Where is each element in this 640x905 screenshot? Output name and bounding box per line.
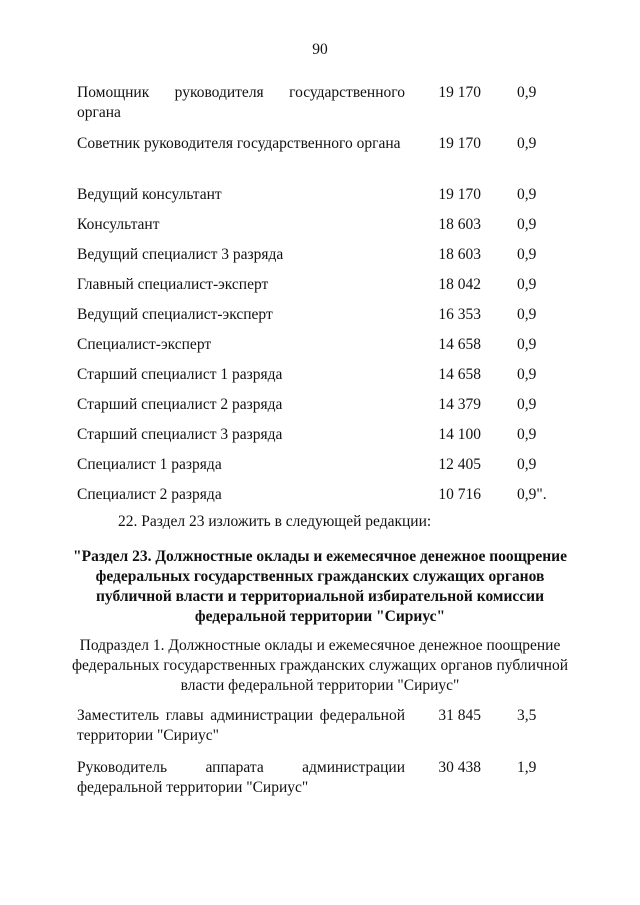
position-name: Советник руководителя государственного органа xyxy=(77,135,401,152)
table-row xyxy=(77,275,563,305)
coefficient-text: 0,9 xyxy=(517,135,537,152)
salary-value: 18 603 xyxy=(438,216,481,233)
position-name: Руководитель аппарата администрации федеральной территории "Сириус" xyxy=(77,759,405,796)
salary-value: 14 379 xyxy=(438,396,481,413)
salary-value: 31 845 xyxy=(438,707,481,724)
table-row xyxy=(77,245,563,275)
coefficient-text: 0,9 xyxy=(517,216,537,233)
position-name: Главный специалист-эксперт xyxy=(77,276,269,293)
salary-value: 19 170 xyxy=(438,84,481,101)
coefficient-value xyxy=(481,275,563,295)
salary-value: 14 100 xyxy=(438,426,481,443)
coefficient-value xyxy=(481,185,563,205)
coefficient-text: 0,9 xyxy=(517,306,537,323)
table-row xyxy=(77,455,563,485)
coefficient-text: 0,9 xyxy=(517,246,537,263)
table-row xyxy=(77,83,563,134)
position-name: Ведущий специалист 3 разряда xyxy=(77,246,284,263)
salary-table-sirius xyxy=(77,706,563,810)
coefficient-value xyxy=(481,706,563,726)
position-name: Ведущий консультант xyxy=(77,186,222,203)
position-name: Ведущий специалист-эксперт xyxy=(77,306,273,323)
table-row xyxy=(77,425,563,455)
table-row xyxy=(77,134,563,185)
salary-table-continued xyxy=(77,83,563,515)
position-name: Помощник руководителя государственного органа xyxy=(77,84,405,121)
salary-value: 18 603 xyxy=(438,246,481,263)
coefficient-value xyxy=(481,395,563,415)
table-row xyxy=(77,335,563,365)
coefficient-text: 0,9 xyxy=(517,456,537,473)
table-row xyxy=(77,395,563,425)
salary-value: 19 170 xyxy=(438,135,481,152)
table-row xyxy=(77,706,563,758)
coefficient-value xyxy=(481,425,563,445)
salary-value: 18 042 xyxy=(438,276,481,293)
coefficient-value xyxy=(481,335,563,355)
salary-value: 10 716 xyxy=(438,486,481,503)
coefficient-text: 0,9". xyxy=(517,486,547,503)
table-row xyxy=(77,365,563,395)
coefficient-value xyxy=(481,455,563,475)
coefficient-value xyxy=(481,485,563,505)
salary-value: 30 438 xyxy=(438,759,481,776)
coefficient-text: 1,9 xyxy=(517,759,537,776)
coefficient-text: 0,9 xyxy=(517,276,537,293)
coefficient-value xyxy=(481,83,563,103)
position-name: Старший специалист 1 разряда xyxy=(77,366,283,383)
table-row xyxy=(77,485,563,515)
coefficient-text: 0,9 xyxy=(517,396,537,413)
position-name: Специалист 2 разряда xyxy=(77,486,222,503)
coefficient-text: 0,9 xyxy=(517,186,537,203)
coefficient-value xyxy=(481,134,563,154)
position-name: Специалист 1 разряда xyxy=(77,456,222,473)
coefficient-value xyxy=(481,365,563,385)
coefficient-text: 0,9 xyxy=(517,426,537,443)
section-title: "Раздел 23. Должностные оклады и ежемесячное денежное поощрение федеральных государственных гражданских служащих органов публичной власти и территориальной избирательной комиссии федеральной территории "Сириус" xyxy=(73,548,567,625)
subsection-title: Подраздел 1. Должностные оклады и ежемесячное денежное поощрение федеральных государственных гражданских служащих органов публичной власти федеральной территории "Сириус" xyxy=(71,637,569,694)
page-number: 90 xyxy=(312,41,328,58)
position-name: Заместитель главы администрации федеральной территории "Сириус" xyxy=(77,707,405,744)
salary-value: 16 353 xyxy=(438,306,481,323)
salary-value: 14 658 xyxy=(438,366,481,383)
coefficient-text: 0,9 xyxy=(517,84,537,101)
coefficient-value xyxy=(481,215,563,235)
position-name: Специалист-эксперт xyxy=(77,336,212,353)
salary-value: 12 405 xyxy=(438,456,481,473)
table-row xyxy=(77,185,563,215)
coefficient-text: 0,9 xyxy=(517,336,537,353)
coefficient-value xyxy=(481,305,563,325)
coefficient-value xyxy=(481,245,563,265)
amendment-paragraph: 22. Раздел 23 изложить в следующей редакции: xyxy=(118,513,432,530)
table-row xyxy=(77,758,563,810)
coefficient-text: 3,5 xyxy=(517,707,537,724)
coefficient-text: 0,9 xyxy=(517,366,537,383)
table-row xyxy=(77,215,563,245)
salary-value: 19 170 xyxy=(438,186,481,203)
position-name: Старший специалист 3 разряда xyxy=(77,426,283,443)
position-name: Консультант xyxy=(77,216,160,233)
coefficient-value xyxy=(481,758,563,778)
table-row xyxy=(77,305,563,335)
position-name: Старший специалист 2 разряда xyxy=(77,396,283,413)
salary-value: 14 658 xyxy=(438,336,481,353)
